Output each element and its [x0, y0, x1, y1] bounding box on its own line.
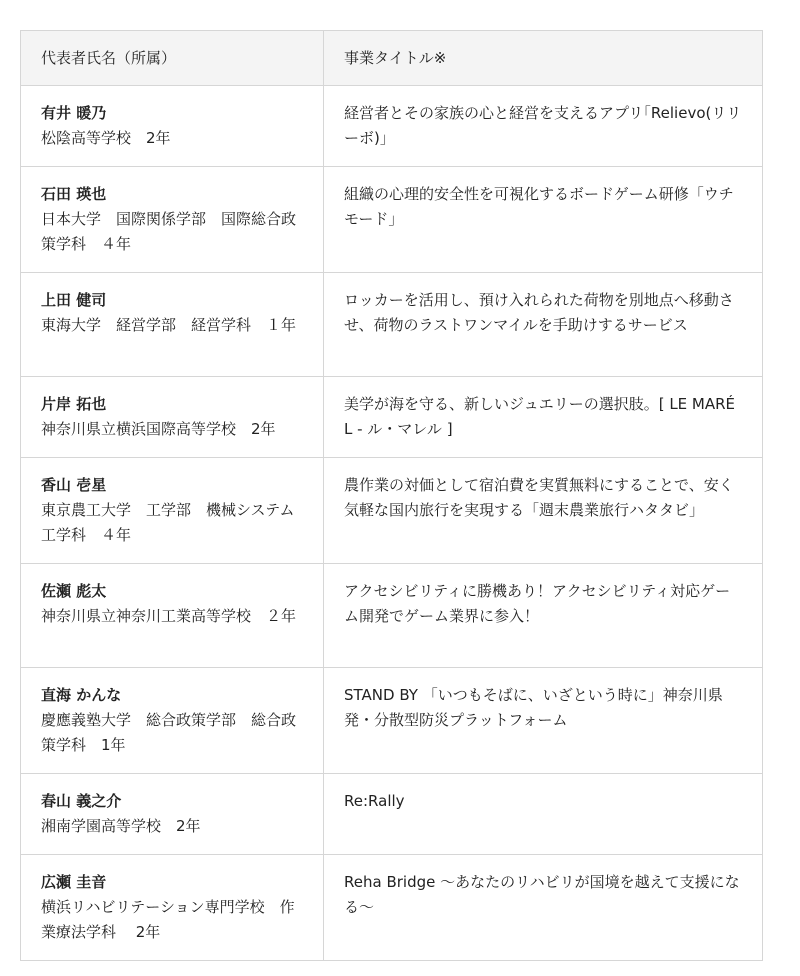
representative-name: 有井 暖乃: [41, 104, 107, 122]
table-row: [21, 86, 763, 167]
representative-affiliation: 慶應義塾大学 総合政策学部 総合政策学科 1年: [41, 711, 297, 754]
representative-cell: [21, 273, 324, 377]
representative-cell: [21, 377, 324, 458]
awardees-table: [20, 30, 763, 961]
project-title-cell: 美学が海を守る、新しいジュエリーの選択肢。[ LE MARÉL - ル・マレル ]: [324, 377, 763, 458]
project-title-cell: Reha Bridge 〜あなたのリハビリが国境を越えて支援になる〜: [324, 855, 763, 961]
project-title-cell: 農作業の対価として宿泊費を実質無料にすることで、安く気軽な国内旅行を実現する「週末農業旅行ハタタビ」: [324, 458, 763, 564]
representative-name: 直海 かんな: [41, 686, 122, 704]
table-header-row: [21, 31, 763, 86]
project-title-cell: ロッカーを活用し、預け入れられた荷物を別地点へ移動させ、荷物のラストワンマイルを手助けするサービス: [324, 273, 763, 377]
representative-affiliation: 神奈川県立横浜国際高等学校 2年: [41, 420, 276, 438]
representative-cell: [21, 564, 324, 668]
table-row: [21, 774, 763, 855]
representative-cell: [21, 774, 324, 855]
table-row: [21, 458, 763, 564]
project-title-cell: アクセシビリティに勝機あり！アクセシビリティ対応ゲーム開発でゲーム業界に参入！: [324, 564, 763, 668]
representative-name: 上田 健司: [41, 291, 107, 309]
table-row: [21, 273, 763, 377]
representative-cell: [21, 668, 324, 774]
representative-affiliation: 神奈川県立神奈川工業高等学校 ２年: [41, 607, 297, 625]
representative-cell: [21, 855, 324, 961]
table-row: [21, 167, 763, 273]
header-representative: 代表者氏名（所属）: [21, 31, 324, 86]
representative-name: 佐瀬 彪太: [41, 582, 107, 600]
representative-affiliation: 日本大学 国際関係学部 国際総合政策学科 ４年: [41, 210, 297, 253]
table-row: [21, 564, 763, 668]
table-row: [21, 668, 763, 774]
representative-affiliation: 東京農工大学 工学部 機械システム工学科 ４年: [41, 501, 295, 544]
representative-cell: [21, 458, 324, 564]
representative-affiliation: 湘南学園高等学校 2年: [41, 817, 201, 835]
project-title-cell: Re:Rally: [324, 774, 763, 855]
representative-affiliation: 横浜リハビリテーション専門学校 作業療法学科 2年: [41, 898, 295, 941]
representative-cell: [21, 167, 324, 273]
header-project-title: 事業タイトル※: [324, 31, 763, 86]
representative-affiliation: 松陰高等学校 2年: [41, 129, 171, 147]
project-title-cell: 経営者とその家族の心と経営を支えるアプリ｢Relievo(リリーボ)｣: [324, 86, 763, 167]
representative-name: 香山 壱星: [41, 476, 107, 494]
representative-cell: [21, 86, 324, 167]
representative-affiliation: 東海大学 経営学部 経営学科 １年: [41, 316, 297, 334]
table-row: [21, 377, 763, 458]
representative-name: 石田 瑛也: [41, 185, 107, 203]
project-title-cell: 組織の心理的安全性を可視化するボードゲーム研修「ウチモード」: [324, 167, 763, 273]
table-row: [21, 855, 763, 961]
representative-name: 広瀬 圭音: [41, 873, 107, 891]
table-container: [20, 30, 762, 961]
representative-name: 片岸 拓也: [41, 395, 107, 413]
representative-name: 春山 義之介: [41, 792, 122, 810]
project-title-cell: STAND BY 「いつもそばに、いざという時に」神奈川県発・分散型防災プラットフォーム: [324, 668, 763, 774]
